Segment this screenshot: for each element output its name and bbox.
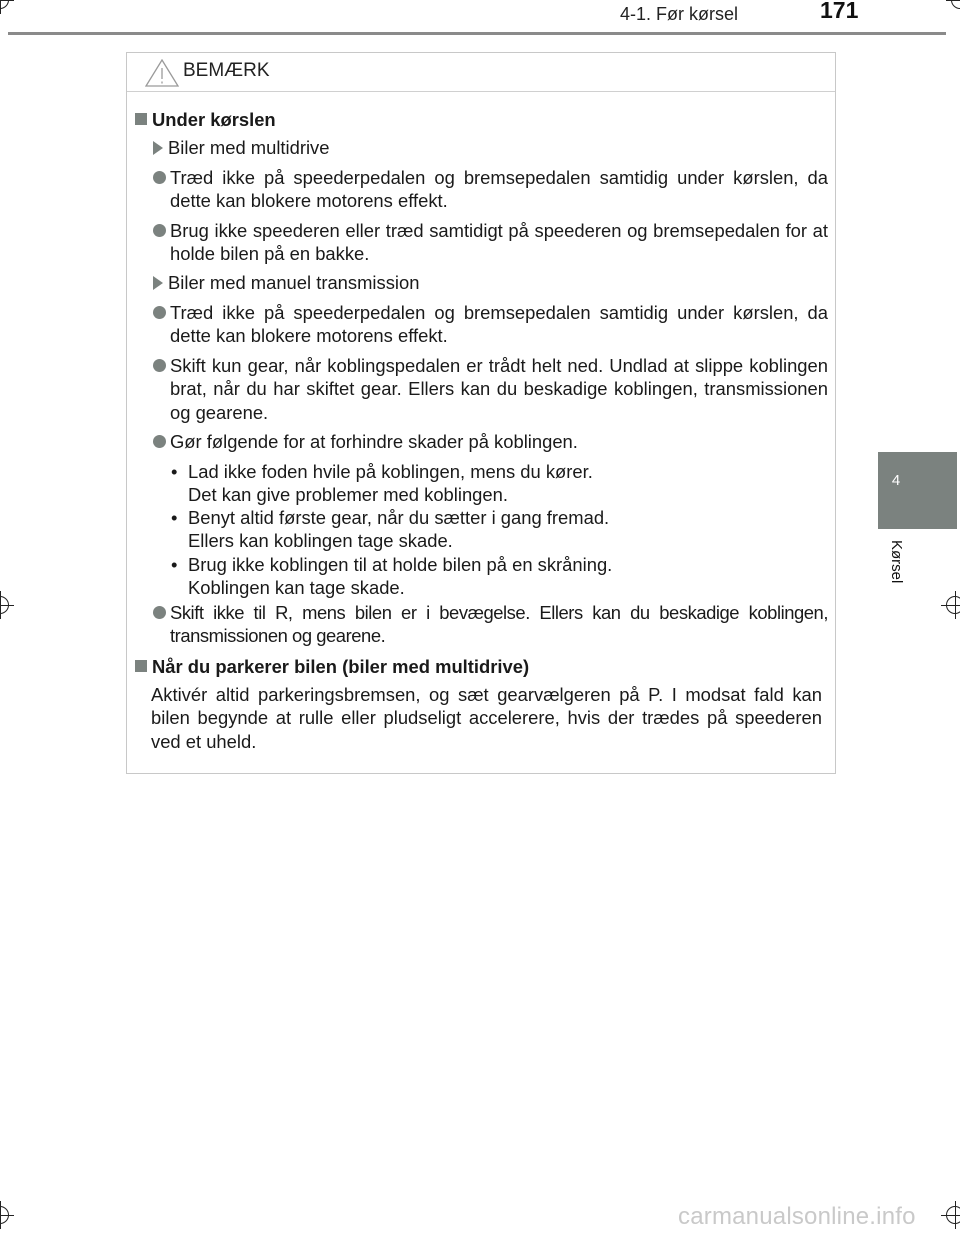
- notice-title: BEMÆRK: [183, 60, 270, 81]
- sub-item-line: Brug ikke koblingen til at holde bilen på en skråning.: [188, 554, 613, 575]
- bullet-text: Skift ikke til R, mens bilen er i bevægelse. Ellers kan du beskadige koblingen, transmissionen og gearene.: [170, 602, 828, 647]
- group-label: [153, 136, 823, 159]
- bullet-text: Gør følgende for at forhindre skader på koblingen.: [170, 431, 578, 452]
- notice-box: [126, 52, 836, 774]
- group-label-text: Biler med manuel transmission: [168, 272, 420, 293]
- arrow-bullet-icon: [153, 141, 163, 155]
- sub-list-item: [171, 460, 811, 507]
- square-bullet-icon: [135, 660, 147, 672]
- bullet-text: Træd ikke på speederpedalen og bremsepedalen samtidig under kørslen, da dette kan blokere motorens effekt.: [170, 302, 828, 347]
- dot-bullet-icon: [153, 306, 166, 319]
- sub-item-line: Koblingen kan tage skade.: [188, 577, 405, 599]
- dot-bullet-icon: [153, 171, 166, 184]
- dot-bullet-icon: [153, 224, 166, 237]
- group-label-text: Biler med multidrive: [168, 137, 330, 158]
- bullet-item: [153, 219, 828, 266]
- crop-mark-icon: [946, 1206, 960, 1224]
- chapter-tab: [878, 452, 957, 529]
- notice-header: [127, 53, 835, 92]
- sub-list-item: [171, 553, 811, 600]
- sub-bullet-icon: •: [171, 461, 178, 482]
- square-bullet-icon: [135, 113, 147, 125]
- crop-mark-icon: [946, 596, 960, 614]
- crop-mark-icon: [951, 0, 960, 9]
- sub-item-line: Ellers kan koblingen tage skade.: [188, 530, 453, 552]
- crop-mark-icon: [0, 0, 9, 9]
- bullet-item: [153, 301, 828, 348]
- sub-item-line: Lad ikke foden hvile på koblingen, mens du kører.: [188, 461, 593, 482]
- dot-bullet-icon: [153, 359, 166, 372]
- sub-bullet-icon: •: [171, 554, 178, 575]
- dot-bullet-icon: [153, 606, 166, 619]
- group-label: [153, 271, 823, 294]
- crop-mark-icon: [0, 1206, 9, 1224]
- watermark: carmanualsonline.info: [678, 1203, 916, 1230]
- bullet-item: [153, 601, 828, 648]
- sub-item-line: Benyt altid første gear, når du sætter i gang fremad.: [188, 507, 610, 528]
- header-rule: [8, 32, 946, 35]
- section-heading-text: Under kørslen: [152, 109, 276, 130]
- warning-icon: [145, 59, 179, 87]
- sub-list-item: [171, 506, 811, 553]
- crop-mark-icon: [0, 596, 9, 614]
- header-section-title: 4-1. Før kørsel: [620, 4, 739, 24]
- section-heading-text: Når du parkerer bilen (biler med multidrive): [152, 656, 530, 677]
- bullet-text: Brug ikke speederen eller træd samtidigt på speederen og bremsepedalen for at holde bilen på en bakke.: [170, 220, 828, 265]
- page-number: 171: [820, 0, 859, 23]
- dot-bullet-icon: [153, 435, 166, 448]
- bullet-text: Træd ikke på speederpedalen og bremsepedalen samtidig under kørslen, da dette kan blokere motorens effekt.: [170, 167, 828, 212]
- section-heading: [135, 655, 825, 678]
- section-heading: [135, 108, 825, 131]
- bullet-text: Skift kun gear, når koblingspedalen er trådt helt ned. Undlad at slippe koblingen brat, når du har skiftet gear. Ellers kan du beskadige koblingen, transmissionen og gearene.: [170, 355, 828, 423]
- chapter-label: Kørsel: [888, 540, 905, 584]
- bullet-item: [153, 430, 828, 453]
- bullet-item: [153, 354, 828, 424]
- section-paragraph: Aktivér altid parkeringsbremsen, og sæt gearvælgeren på P. I modsat fald kan bilen begynde at rulle eller pludseligt accelerere, hvis der trædes på speederen ved et uheld.: [151, 684, 822, 752]
- chapter-number: 4: [891, 472, 901, 489]
- sub-item-line: Det kan give problemer med koblingen.: [188, 484, 508, 506]
- sub-bullet-icon: •: [171, 507, 178, 528]
- bullet-item: [153, 166, 828, 213]
- arrow-bullet-icon: [153, 276, 163, 290]
